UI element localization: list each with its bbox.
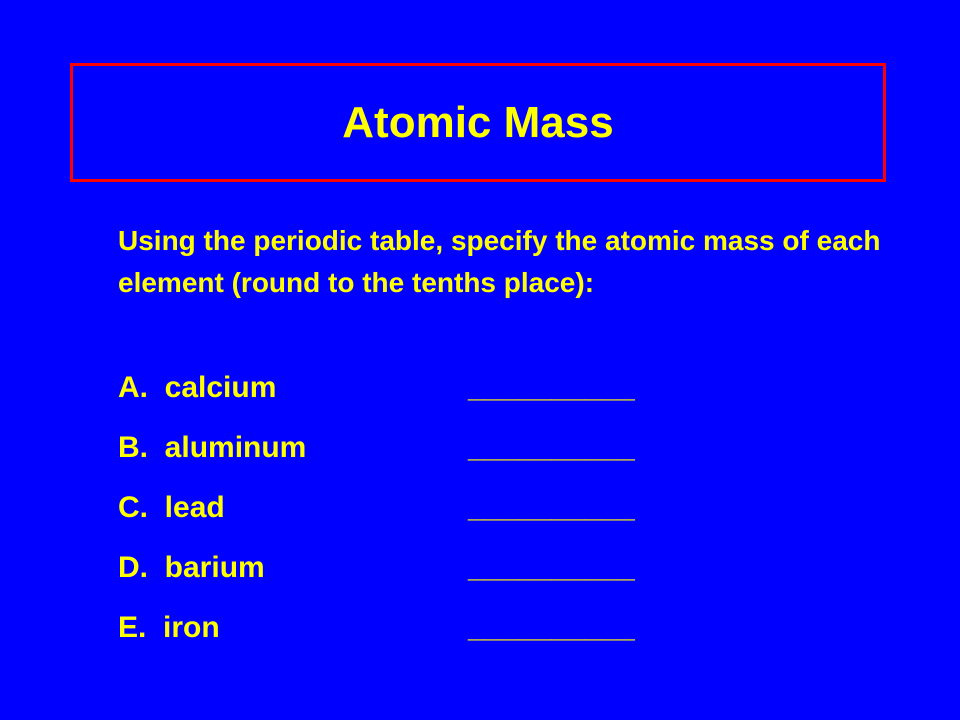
element-label: B. aluminum (118, 431, 307, 464)
answer-blank: __________ (468, 611, 635, 644)
title-box (70, 63, 886, 182)
list-item (118, 428, 818, 488)
element-label: C. lead (118, 491, 225, 524)
list-item (118, 608, 818, 668)
element-list (118, 368, 818, 668)
answer-blank: __________ (468, 371, 635, 404)
answer-blank: __________ (468, 491, 635, 524)
slide-title: Atomic Mass (342, 97, 614, 147)
answer-blank: __________ (468, 431, 635, 464)
list-item (118, 488, 818, 548)
element-label: A. calcium (118, 371, 277, 404)
element-label: E. iron (118, 611, 220, 644)
list-item (118, 548, 818, 608)
list-item (118, 368, 818, 428)
element-label: D. barium (118, 551, 265, 584)
instructions-text: Using the periodic table, specify the atomic mass of each element (round to the tenths place): (118, 225, 881, 298)
answer-blank: __________ (468, 551, 635, 584)
